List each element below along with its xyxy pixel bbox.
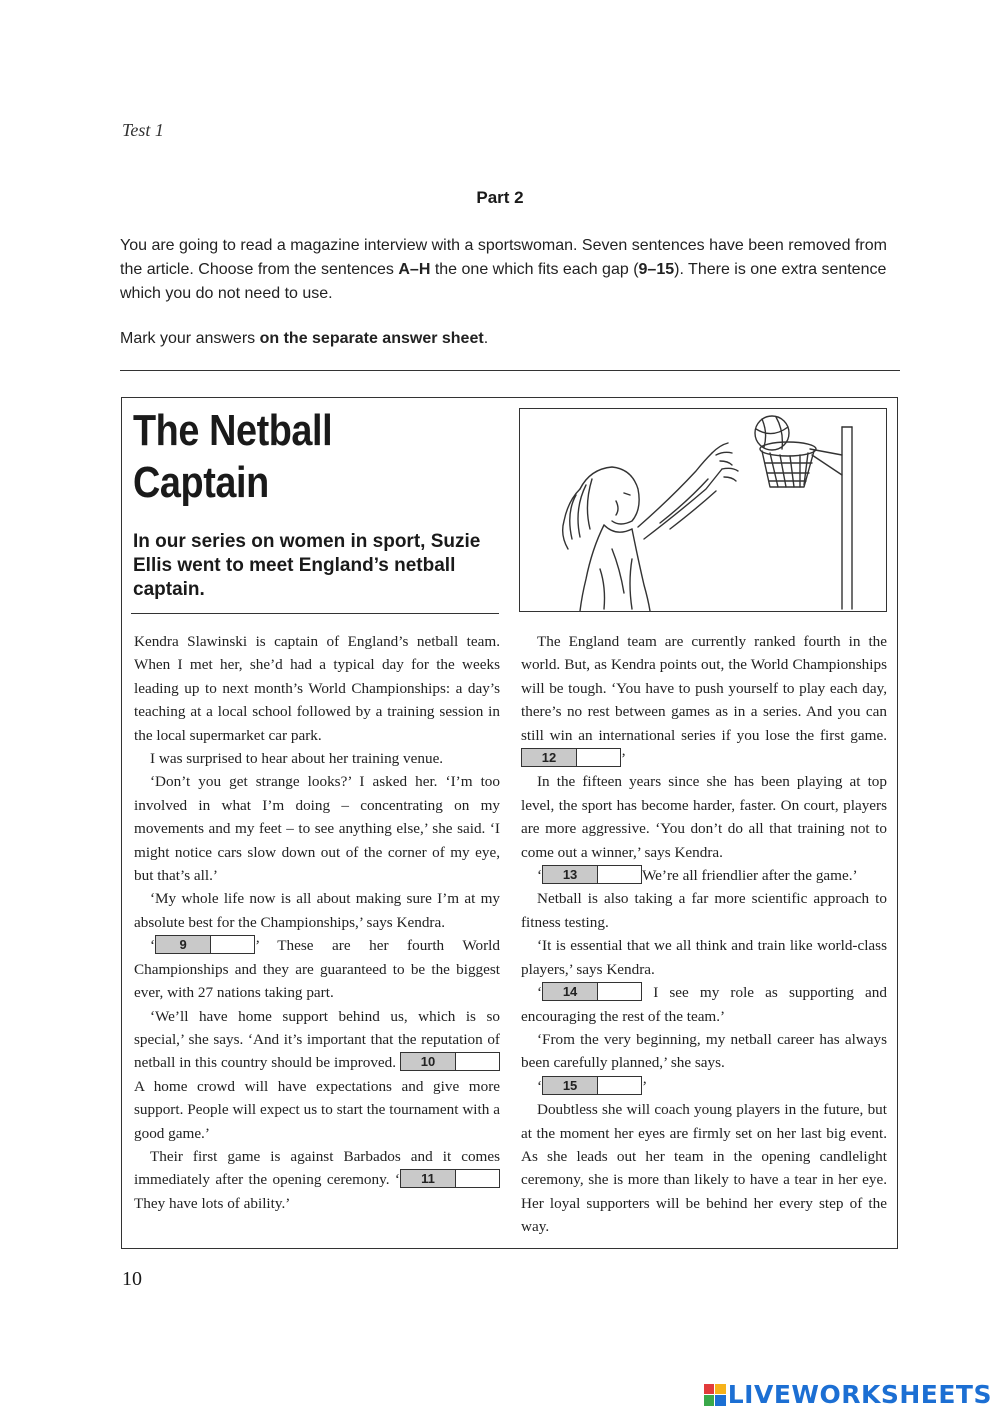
article-paragraph: Netball is also taking a far more scientific approach to fitness testing. — [521, 890, 887, 931]
gap-number: 10 — [401, 1053, 456, 1070]
answer-gap-14[interactable] — [542, 982, 642, 1001]
answer-gap-15[interactable] — [542, 1076, 642, 1095]
paragraph-text: Their first game is against Barbados and it comes immediately after the opening ceremony. ‘ — [134, 1147, 500, 1189]
answer-gap-13[interactable] — [542, 865, 642, 884]
liveworksheets-logo-icon — [704, 1384, 726, 1406]
gap-number: 13 — [543, 866, 598, 883]
liveworksheets-logo-text: LIVEWORKSHEETS — [727, 1380, 992, 1409]
article-title — [133, 405, 332, 509]
article-paragraph — [521, 630, 887, 770]
page-number: 10 — [122, 1268, 142, 1290]
article-paragraph — [134, 1145, 500, 1215]
paragraph-text: ‘ — [537, 984, 543, 1002]
article-paragraph: ‘Don’t you get strange looks?’ I asked her. ‘I’m too involved in what I’m doing – concentrating on my movements and my feet – to see anything else,’ she said. ‘I might notice cars slow down out of the corner of my eye, but that’s all.’ — [134, 773, 500, 885]
instruction-paragraph — [120, 327, 900, 351]
article-paragraph: I was surprised to hear about her training venue. — [150, 750, 444, 768]
paragraph-text: They have lots of ability.’ — [134, 1194, 291, 1212]
instruction-bold: on the separate answer sheet — [259, 330, 484, 347]
gap-number: 12 — [522, 749, 577, 766]
instructions — [120, 234, 900, 372]
article-paragraph: Kendra Slawinski is captain of England’s netball team. When I met her, she’d had a typical day for the weeks leading up to next month’s World Championships: a day’s teaching at a local school followed by a training session in the local supermarket car park. — [134, 633, 500, 744]
instruction-paragraph — [120, 234, 900, 306]
article-paragraph: ‘It is essential that we all think and train like world-class players,’ says Kendra. — [521, 937, 887, 978]
article-paragraph: ‘My whole life now is all about making sure I’m at my absolute best for the Championships,’ says Kendra. — [134, 890, 500, 931]
paragraph-text: We’re all friendlier after the game.’ — [642, 867, 858, 885]
subtitle-divider — [131, 613, 499, 614]
instruction-text: You are going to read a magazine interview with a sportswoman. Seven sentences have been removed from the article. Choose from the sentences — [120, 237, 887, 278]
article-paragraph: In the fifteen years since she has been playing at top level, the sport has become harder, faster. On court, players are more aggressive. ‘You don’t do all that training not to come out a winner,’ says Kendra. — [521, 773, 887, 861]
paragraph-text: ‘ — [537, 867, 543, 885]
part-title: Part 2 — [476, 188, 524, 207]
netball-illustration — [519, 408, 887, 612]
article-paragraph: ‘From the very beginning, my netball career has always been carefully planned,’ she says. — [521, 1030, 887, 1072]
gap-number: 14 — [543, 983, 598, 1000]
liveworksheets-logo[interactable] — [704, 1380, 992, 1409]
article-column-left — [134, 630, 500, 1215]
gap-number: 9 — [156, 936, 211, 953]
paragraph-text: ’ — [621, 750, 627, 768]
paragraph-text: ’ These are her fourth World Championships and they are guaranteed to be the biggest ever, with 27 nations taking part. — [134, 937, 500, 1002]
article-paragraph — [521, 1075, 887, 1098]
section-divider — [120, 370, 900, 371]
article-paragraph — [134, 1005, 500, 1145]
instruction-text: the one which fits each gap ( — [430, 261, 639, 278]
paragraph-text: The England team are currently ranked fourth in the world. But, as Kendra points out, the World Championships will be tough. ‘You have to push yourself to play each day, there’s no rest between games as in a series. And you can still win an international series if you lose the first game. — [521, 633, 887, 744]
answer-gap-12[interactable] — [521, 748, 621, 767]
article-paragraph: Doubtless she will coach young players in the future, but at the moment her eyes are firmly set on her last big event. As she leads out her team in the opening candlelight ceremony, she is more than likely to have a tear in her eye. Her loyal supporters will be behind her every step of the way. — [521, 1101, 887, 1236]
article-column-right — [521, 630, 887, 1239]
instruction-text: ). There is one extra sentence which you do not need to use. — [120, 261, 887, 302]
instruction-text: . — [483, 330, 489, 347]
article-title-line: Captain — [133, 458, 269, 507]
paragraph-text: ’ — [642, 1077, 648, 1095]
article-paragraph — [521, 864, 887, 887]
logo-square — [704, 1384, 715, 1395]
logo-square — [715, 1395, 726, 1406]
article-subtitle: In our series on women in sport, Suzie Ellis went to meet England’s netball captain. — [133, 531, 481, 600]
logo-square — [704, 1395, 715, 1406]
article-paragraph — [521, 981, 887, 1028]
page-header-label: Test 1 — [122, 120, 164, 140]
gap-number: 15 — [543, 1077, 598, 1094]
answer-gap-9[interactable] — [155, 935, 255, 954]
instruction-bold: 9–15 — [638, 261, 675, 278]
paragraph-text: I see my role as supporting and encouraging the rest of the team.’ — [521, 984, 887, 1025]
paragraph-text: A home crowd will have expectations and give more support. People will expect us to start the tournament with a good game.’ — [134, 1077, 500, 1142]
logo-square — [715, 1384, 726, 1395]
instruction-bold: A–H — [398, 261, 431, 278]
gap-number: 11 — [401, 1170, 456, 1187]
netball-player-drawing — [520, 409, 886, 611]
instruction-text: Mark your answers — [120, 330, 260, 347]
article-title-line: The Netball — [133, 406, 333, 455]
paragraph-text: ‘ — [150, 937, 156, 955]
answer-gap-10[interactable] — [400, 1052, 500, 1071]
answer-gap-11[interactable] — [400, 1169, 500, 1188]
article-paragraph — [134, 934, 500, 1004]
paragraph-text: ‘ — [537, 1077, 543, 1095]
paragraph-text: ‘We’ll have home support behind us, which is so special,’ she says. ‘And it’s important that the reputation of netball in this country should be improved. — [134, 1007, 500, 1072]
